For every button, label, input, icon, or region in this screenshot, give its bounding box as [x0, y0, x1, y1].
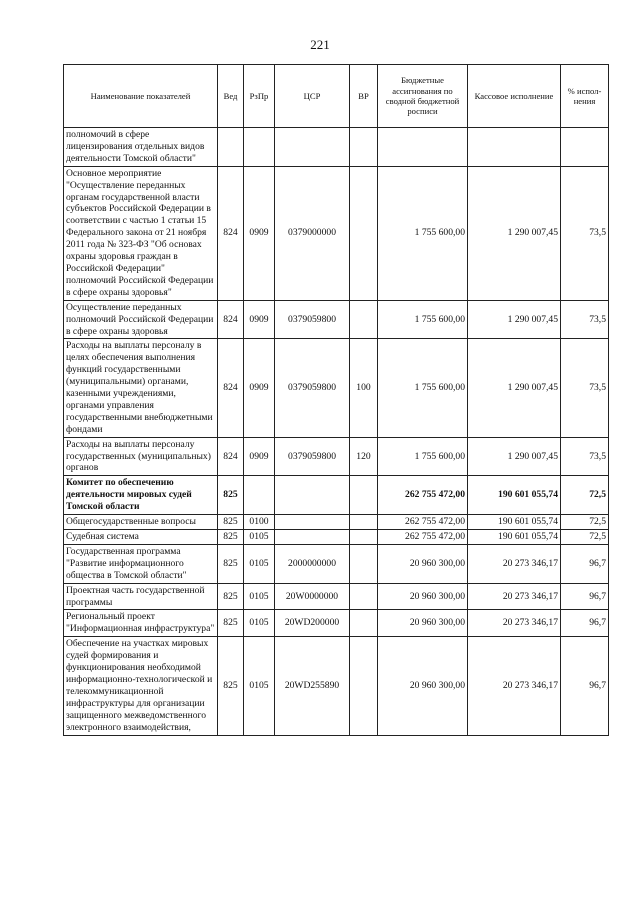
header-budget: Бюджетные ассигнования по сводной бюджетной росписи	[378, 65, 468, 128]
cell-ved: 824	[218, 166, 244, 300]
cell-budget: 1 755 600,00	[378, 300, 468, 339]
cell-name: полномочий в сфере лицензирования отдельных видов деятельности Томской области"	[64, 128, 218, 167]
budget-table	[63, 64, 609, 736]
cell-name: Судебная система	[64, 530, 218, 545]
cell-pct: 73,5	[561, 339, 609, 437]
cell-csr: 0379059800	[275, 339, 350, 437]
cell-name: Государственная программа "Развитие информационного общества в Томской области"	[64, 544, 218, 583]
cell-pct: 73,5	[561, 166, 609, 300]
cell-cash: 1 290 007,45	[468, 300, 561, 339]
cell-vr	[350, 530, 378, 545]
cell-vr: 100	[350, 339, 378, 437]
table-row	[64, 128, 609, 167]
cell-csr: 20WD255890	[275, 637, 350, 735]
cell-csr: 20W0000000	[275, 583, 350, 610]
table-row	[64, 515, 609, 530]
cell-budget: 1 755 600,00	[378, 166, 468, 300]
table-row	[64, 610, 609, 637]
cell-rzpr: 0105	[244, 610, 275, 637]
cell-rzpr: 0105	[244, 637, 275, 735]
table-row	[64, 166, 609, 300]
cell-rzpr: 0105	[244, 530, 275, 545]
cell-name: Расходы на выплаты персоналу государственных (муниципальных) органов	[64, 437, 218, 476]
cell-csr: 20WD200000	[275, 610, 350, 637]
cell-pct: 96,7	[561, 544, 609, 583]
cell-budget: 20 960 300,00	[378, 610, 468, 637]
cell-ved: 825	[218, 530, 244, 545]
cell-budget: 262 755 472,00	[378, 476, 468, 515]
cell-pct: 73,5	[561, 437, 609, 476]
header-cash: Кассовое исполнение	[468, 65, 561, 128]
cell-cash: 1 290 007,45	[468, 437, 561, 476]
cell-ved: 825	[218, 476, 244, 515]
cell-cash: 20 273 346,17	[468, 637, 561, 735]
cell-csr	[275, 128, 350, 167]
header-csr: ЦСР	[275, 65, 350, 128]
cell-vr	[350, 610, 378, 637]
cell-name: Комитет по обеспечению деятельности мировых судей Томской области	[64, 476, 218, 515]
table-row	[64, 300, 609, 339]
header-name: Наименование показателей	[64, 65, 218, 128]
cell-name: Осуществление переданных полномочий Российской Федерации в сфере охраны здоровья	[64, 300, 218, 339]
table-row	[64, 437, 609, 476]
cell-vr	[350, 583, 378, 610]
cell-budget: 20 960 300,00	[378, 544, 468, 583]
cell-rzpr	[244, 128, 275, 167]
cell-rzpr	[244, 476, 275, 515]
cell-rzpr: 0105	[244, 583, 275, 610]
cell-vr	[350, 128, 378, 167]
cell-pct: 72,5	[561, 530, 609, 545]
cell-ved	[218, 128, 244, 167]
table-body	[64, 128, 609, 736]
cell-pct: 96,7	[561, 637, 609, 735]
header-ved: Вед	[218, 65, 244, 128]
cell-name: Проектная часть государственной программы	[64, 583, 218, 610]
cell-name: Региональный проект "Информационная инфраструктура"	[64, 610, 218, 637]
cell-ved: 824	[218, 339, 244, 437]
cell-rzpr: 0100	[244, 515, 275, 530]
cell-pct	[561, 128, 609, 167]
cell-ved: 825	[218, 637, 244, 735]
cell-rzpr: 0909	[244, 300, 275, 339]
cell-budget: 20 960 300,00	[378, 637, 468, 735]
table-row	[64, 476, 609, 515]
table-header-row	[64, 65, 609, 128]
cell-csr	[275, 530, 350, 545]
cell-vr	[350, 637, 378, 735]
cell-vr	[350, 544, 378, 583]
cell-ved: 824	[218, 437, 244, 476]
cell-cash: 190 601 055,74	[468, 476, 561, 515]
cell-name: Обеспечение на участках мировых судей формирования и функционирования необходимой информационно-технологической и телекоммуникационной инфраструктуры для организации защищенного межведомственного электронного взаимодействия,	[64, 637, 218, 735]
cell-pct: 96,7	[561, 583, 609, 610]
page-number: 221	[310, 37, 330, 52]
cell-ved: 825	[218, 583, 244, 610]
cell-rzpr: 0105	[244, 544, 275, 583]
cell-budget: 1 755 600,00	[378, 437, 468, 476]
cell-cash: 1 290 007,45	[468, 166, 561, 300]
cell-rzpr: 0909	[244, 437, 275, 476]
cell-budget: 20 960 300,00	[378, 583, 468, 610]
header-vr: ВР	[350, 65, 378, 128]
cell-pct: 72,5	[561, 476, 609, 515]
cell-csr: 0379059800	[275, 300, 350, 339]
table-row	[64, 637, 609, 735]
table-row	[64, 339, 609, 437]
cell-name: Общегосударственные вопросы	[64, 515, 218, 530]
cell-pct: 73,5	[561, 300, 609, 339]
cell-cash: 190 601 055,74	[468, 530, 561, 545]
cell-csr	[275, 476, 350, 515]
cell-csr: 2000000000	[275, 544, 350, 583]
cell-cash: 1 290 007,45	[468, 339, 561, 437]
cell-ved: 824	[218, 300, 244, 339]
cell-rzpr: 0909	[244, 339, 275, 437]
cell-ved: 825	[218, 515, 244, 530]
cell-vr	[350, 166, 378, 300]
table-row	[64, 544, 609, 583]
header-pct: % испол-нения	[561, 65, 609, 128]
cell-budget: 262 755 472,00	[378, 515, 468, 530]
cell-vr	[350, 515, 378, 530]
cell-ved: 825	[218, 610, 244, 637]
cell-pct: 96,7	[561, 610, 609, 637]
cell-name: Основное мероприятие "Осуществление переданных органам государственной власти субъектов Российской Федерации в соответствии с частью 1 статьи 15 Федерального закона от 21 ноября 2011 года № 323-ФЗ "Об основах охраны здоровья граждан в Российской Федерации" полномочий Российской Федерации в сфере охраны здоровья"	[64, 166, 218, 300]
cell-budget: 1 755 600,00	[378, 339, 468, 437]
cell-csr	[275, 515, 350, 530]
header-rzpr: РзПр	[244, 65, 275, 128]
cell-pct: 72,5	[561, 515, 609, 530]
cell-cash: 20 273 346,17	[468, 610, 561, 637]
cell-cash: 190 601 055,74	[468, 515, 561, 530]
cell-csr: 0379059800	[275, 437, 350, 476]
cell-cash	[468, 128, 561, 167]
cell-name: Расходы на выплаты персоналу в целях обеспечения выполнения функций государственными (муниципальными) органами, казенными учреждениями, органами управления государственными внебюджетными фондами	[64, 339, 218, 437]
table-row	[64, 583, 609, 610]
cell-cash: 20 273 346,17	[468, 544, 561, 583]
cell-ved: 825	[218, 544, 244, 583]
table-row	[64, 530, 609, 545]
cell-vr: 120	[350, 437, 378, 476]
cell-vr	[350, 476, 378, 515]
cell-rzpr: 0909	[244, 166, 275, 300]
cell-csr: 0379000000	[275, 166, 350, 300]
cell-vr	[350, 300, 378, 339]
cell-budget: 262 755 472,00	[378, 530, 468, 545]
cell-budget	[378, 128, 468, 167]
cell-cash: 20 273 346,17	[468, 583, 561, 610]
